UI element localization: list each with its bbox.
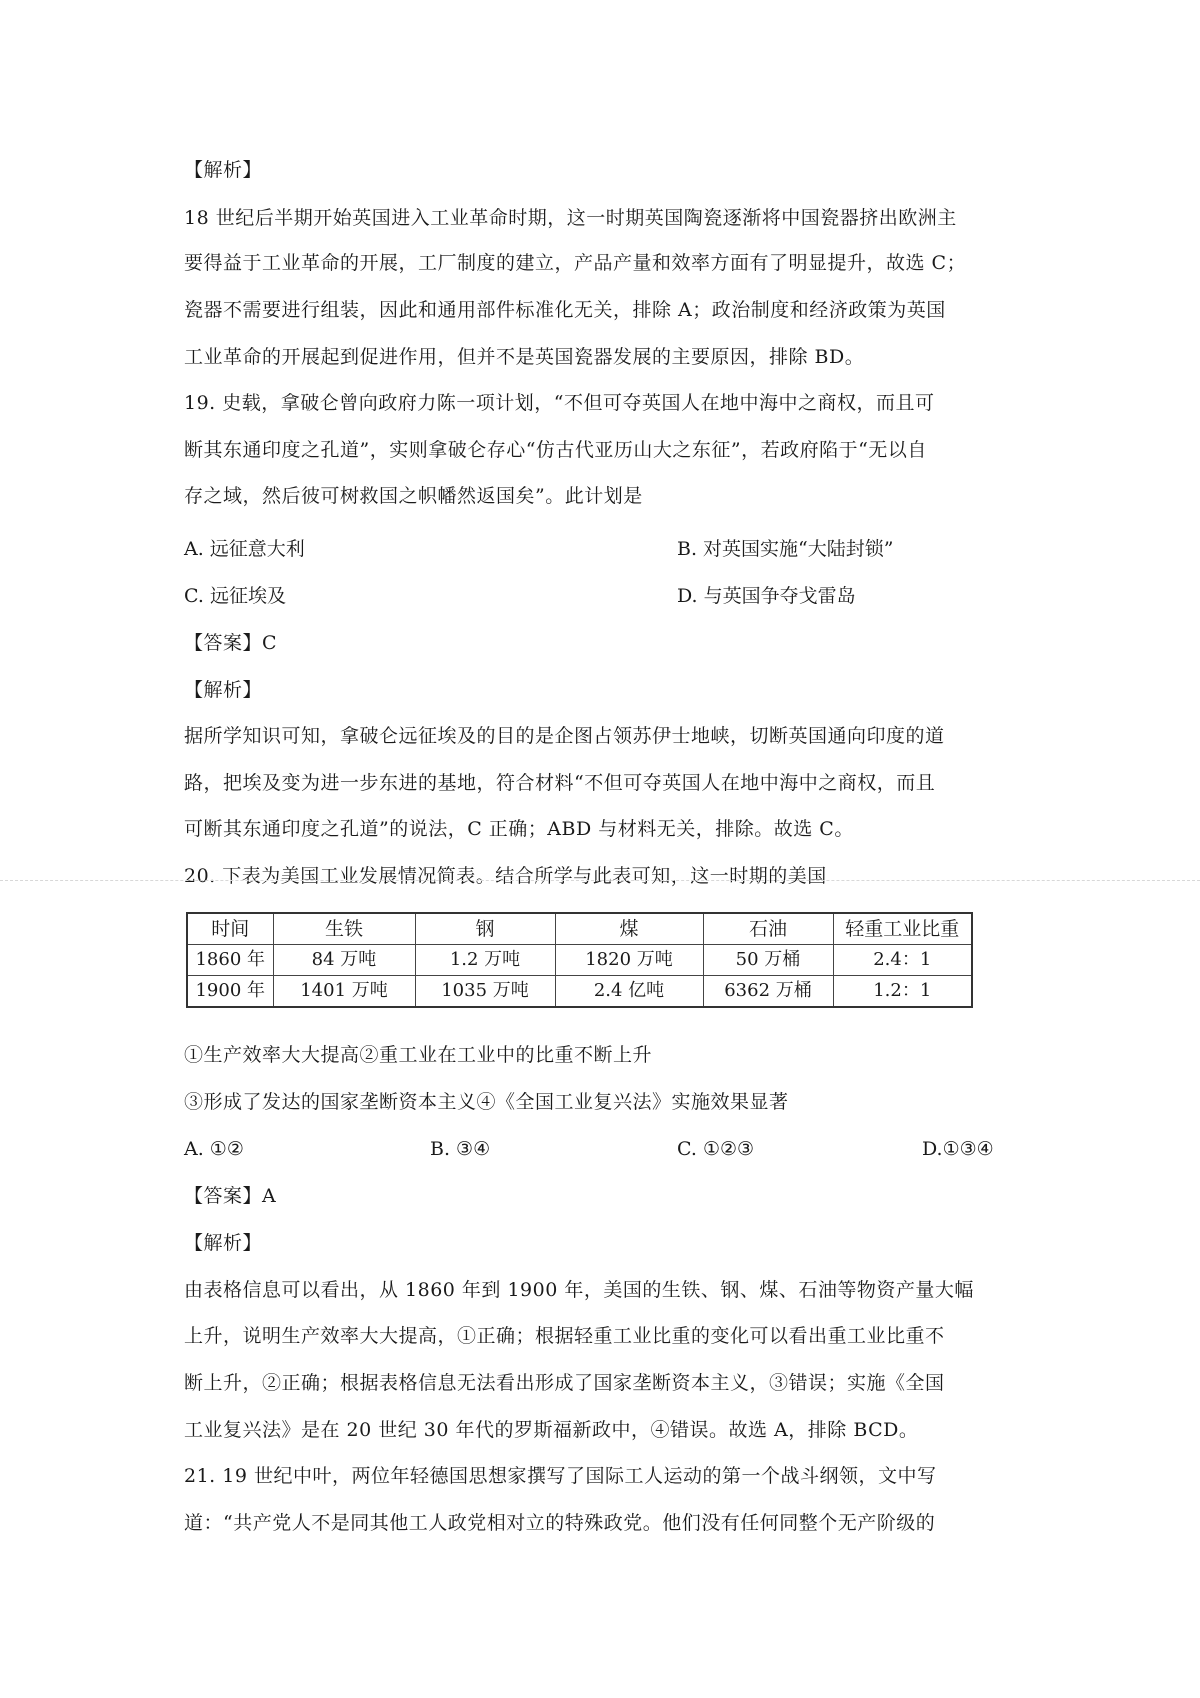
table-cell: 1.2 万吨 [415,945,555,976]
answer-label: 【答案】C [184,632,278,654]
analysis-label: 【解析】 [184,679,263,701]
question-19-stem: 19. 史载，拿破仑曾向政府力陈一项计划，“不但可夺英国人在地中海中之商权，而且可 [184,392,935,414]
text-line: 上升，说明生产效率大大提高，①正确；根据轻重工业比重的变化可以看出重工业比重不 [184,1325,945,1347]
table-row [187,976,972,1008]
table-cell: 1.2：1 [833,976,972,1008]
page-divider [0,880,1200,881]
industry-table [186,912,973,1008]
table-cell: 2.4 亿吨 [555,976,703,1008]
table-header: 石油 [703,913,833,945]
table-header: 煤 [555,913,703,945]
option-b: B. ③④ [430,1138,491,1160]
option-b: B. 对英国实施“大陆封锁” [677,538,894,560]
analysis-label: 【解析】 [184,1232,263,1254]
table-cell: 1900 年 [187,976,273,1008]
question-19-stem: 存之域，然后彼可树救国之帜幡然返国矣”。此计划是 [184,485,643,507]
question-21-stem: 道：“共产党人不是同其他工人政党相对立的特殊政党。他们没有任何同整个无产阶级的 [184,1512,936,1534]
table-cell: 1820 万吨 [555,945,703,976]
question-21-stem: 21. 19 世纪中叶，两位年轻德国思想家撰写了国际工人运动的第一个战斗纲领，文中写 [184,1465,937,1487]
table-cell: 50 万桶 [703,945,833,976]
table-row [187,945,972,976]
text-line: 由表格信息可以看出，从 1860 年到 1900 年，美国的生铁、钢、煤、石油等物资产量大幅 [184,1279,974,1301]
option-c: C. ①②③ [677,1138,755,1160]
table-header: 生铁 [273,913,415,945]
option-d: D.①③④ [922,1138,994,1160]
text-line: 工业革命的开展起到促进作用，但并不是英国瓷器发展的主要原因，排除 BD。 [184,346,865,368]
table-cell: 1035 万吨 [415,976,555,1008]
option-d: D. 与英国争夺戈雷岛 [677,585,856,607]
text-line: 瓷器不需要进行组装，因此和通用部件标准化无关，排除 A；政治制度和经济政策为英国 [184,299,946,321]
analysis-label: 【解析】 [184,159,263,181]
table-cell: 1860 年 [187,945,273,976]
text-line: 要得益于工业革命的开展，工厂制度的建立，产品产量和效率方面有了明显提升，故选 C； [184,252,967,274]
option-a: A. ①② [184,1138,244,1160]
option-a: A. 远征意大利 [184,538,305,560]
table-cell: 2.4：1 [833,945,972,976]
table-cell: 84 万吨 [273,945,415,976]
option-c: C. 远征埃及 [184,585,286,607]
question-20-stem: 20. 下表为美国工业发展情况简表。结合所学与此表可知，这一时期的美国 [184,865,827,887]
table-header: 时间 [187,913,273,945]
table-header: 钢 [415,913,555,945]
text-line: 路，把埃及变为进一步东进的基地，符合材料“不但可夺英国人在地中海中之商权，而且 [184,772,936,794]
text-line: 可断其东通印度之孔道”的说法，C 正确；ABD 与材料无关，排除。故选 C。 [184,818,854,840]
text-line: 据所学知识可知，拿破仑远征埃及的目的是企图占领苏伊士地峡，切断英国通向印度的道 [184,725,945,747]
question-19-stem: 断其东通印度之孔道”，实则拿破仑存心“仿古代亚历山大之东征”，若政府陷于“无以自 [184,439,927,461]
statement-line: ③形成了发达的国家垄断资本主义④《全国工业复兴法》实施效果显著 [184,1091,789,1113]
text-line: 18 世纪后半期开始英国进入工业革命时期，这一时期英国陶瓷逐渐将中国瓷器挤出欧洲主 [184,207,957,229]
text-line: 断上升，②正确；根据表格信息无法看出形成了国家垄断资本主义，③错误；实施《全国 [184,1372,945,1394]
statement-line: ①生产效率大大提高②重工业在工业中的比重不断上升 [184,1044,653,1066]
table-cell: 6362 万桶 [703,976,833,1008]
table-header-row [187,913,972,945]
text-line: 工业复兴法》是在 20 世纪 30 年代的罗斯福新政中，④错误。故选 A，排除 BCD。 [184,1419,919,1441]
answer-label: 【答案】A [184,1185,277,1207]
table-cell: 1401 万吨 [273,976,415,1008]
table-header: 轻重工业比重 [833,913,972,945]
